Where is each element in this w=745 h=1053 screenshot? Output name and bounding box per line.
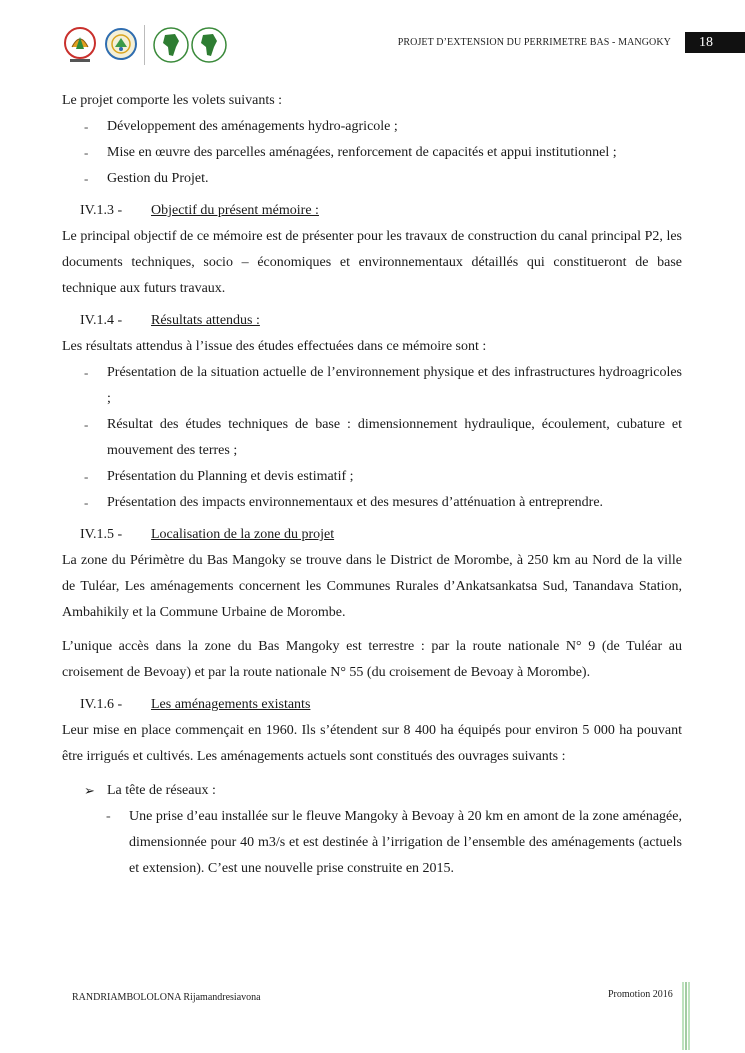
list-item: - Présentation du Planning et devis estimatif ; — [62, 464, 682, 490]
list-item: - Gestion du Projet. — [62, 166, 682, 192]
section-heading-amenagements — [62, 692, 682, 718]
section-heading-localisation — [62, 522, 682, 548]
document-body — [62, 88, 682, 882]
section-number: IV.1.3 - — [80, 203, 123, 218]
resultats-paragraph: Les résultats attendus à l’issue des études effectuées dans ce mémoire sont : — [62, 339, 487, 354]
dash-bullet: - — [84, 145, 89, 160]
section-number: IV.1.5 - — [80, 527, 123, 542]
section-heading-resultats — [62, 308, 682, 334]
dash-bullet: - — [84, 495, 89, 510]
intro-paragraph: Le projet comporte les volets suivants : — [62, 93, 283, 108]
section-title: Résultats attendus : — [151, 313, 260, 328]
dash-bullet: - — [84, 417, 89, 432]
section-number: IV.1.4 - — [80, 313, 123, 328]
institution-seal-logo — [104, 25, 138, 65]
tete-de-reseaux-list — [62, 804, 682, 882]
amenagements-paragraph: Leur mise en place commençait en 1960. Ils s’étendent sur 8 400 ha équipés pour environ 5 000 ha pouvant être irrigués et cultivés. Les aménagements actuels sont constitués des ouvrages suivants : — [62, 723, 682, 764]
section-title: Les aménagements existants — [151, 697, 311, 712]
acces-paragraph: L’unique accès dans la zone du Bas Mangoky est terrestre : par la route nationale N° 9 (de Tuléar au croisement de Bevoay) et par la route nationale N° 55 (du croisement de Bevoay à Morombe). — [62, 639, 682, 680]
dash-bullet: - — [84, 365, 89, 380]
header-logos — [62, 22, 229, 68]
ministry-emblem-logo — [62, 25, 98, 65]
section-heading-objectif — [62, 198, 682, 224]
dash-bullet: - — [84, 469, 89, 484]
dash-bullet: - — [84, 171, 89, 186]
footer-author: RANDRIAMBOLOLONA Rijamandresiavona — [72, 992, 261, 1003]
african-development-bank-logo — [151, 25, 229, 65]
localisation-paragraph: La zone du Périmètre du Bas Mangoky se trouve dans le District de Morombe, à 250 km au Nord de la ville de Tuléar, Les aménagements concernent les Communes Rurales d’Ankatsankatsa Sud, Tanandava Station, Ambahikily et la Commune Urbaine de Morombe. — [62, 553, 682, 620]
list-item: - Présentation de la situation actuelle de l’environnement physique et des infrastructures hydroagricoles ; — [62, 360, 682, 412]
list-item: - Résultat des études techniques de base : dimensionnement hydraulique, écoulement, cubature et mouvement des terres ; — [62, 412, 682, 464]
section-title: Localisation de la zone du projet — [151, 527, 335, 542]
resultats-list — [62, 360, 682, 516]
dash-bullet: - — [106, 809, 111, 824]
footer-promotion: Promotion 2016 — [608, 989, 673, 1000]
dash-bullet: - — [84, 119, 89, 134]
objectif-paragraph: Le principal objectif de ce mémoire est de présenter pour les travaux de construction du canal principal P2, les documents techniques, socio – économiques et environnementaux détaillés qui constitueront de base technique aux futurs travaux. — [62, 229, 682, 296]
page-number: 18 — [685, 32, 745, 53]
arrow-bullet-icon: ➢ — [84, 783, 95, 798]
tete-de-reseaux-item: ➢ La tête de réseaux : — [62, 778, 682, 804]
list-item: - Développement des aménagements hydro-agricole ; — [62, 114, 682, 140]
list-item: - Une prise d’eau installée sur le fleuve Mangoky à Bevoay à 20 km en amont de la zone aménagée, dimensionnée pour 40 m3/s et est destinée à l’irrigation de l’ensemble des aménagements (actuels et extension). C’est une nouvelle prise construite en 2015. — [62, 804, 682, 882]
header-title: PROJET D’EXTENSION DU PERRIMETRE BAS - MANGOKY — [397, 37, 671, 48]
section-title: Objectif du présent mémoire : — [151, 203, 319, 218]
footer-decorative-rule — [682, 982, 690, 1050]
list-item: - Mise en œuvre des parcelles aménagées, renforcement de capacités et appui institutionnel ; — [62, 140, 682, 166]
list-item: - Présentation des impacts environnementaux et des mesures d’atténuation à entreprendre. — [62, 490, 682, 516]
volets-list — [62, 114, 682, 192]
section-number: IV.1.6 - — [80, 697, 123, 712]
